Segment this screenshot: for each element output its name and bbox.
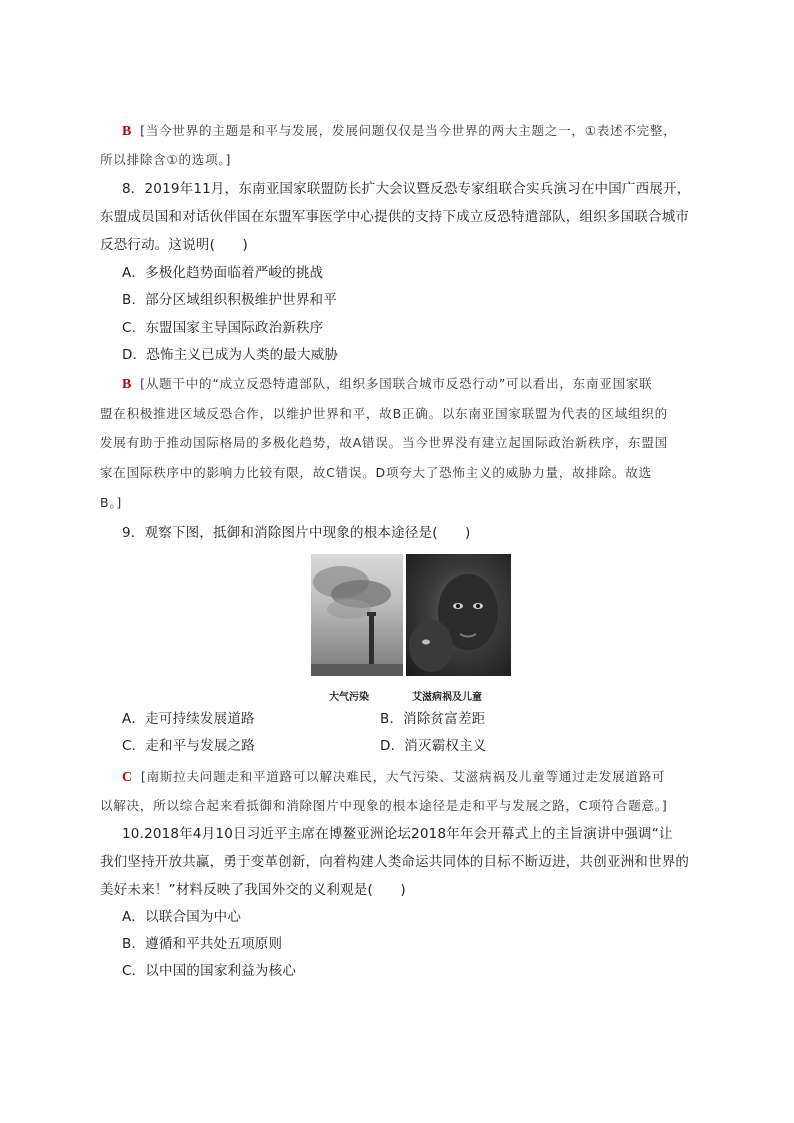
- answer-9-line-1: C [南斯拉夫问题走和平道路可以解决难民，大气污染、艾滋病祸及儿童等通过走发展道路可: [122, 769, 666, 785]
- answer-7-line-2: 所以排除含①的选项。]: [100, 152, 232, 167]
- question-10-line-2: 我们坚持开放共赢，勇于变革创新，向着构建人类命运共同体的目标不断迈进，共创亚洲和世界的: [100, 854, 690, 870]
- caption-aids-children: 艾滋病祸及儿童: [412, 692, 482, 703]
- smokestack-illustration: [311, 554, 403, 676]
- answer-7-line-1: B [当今世界的主题是和平与发展，发展问题仅仅是当今世界的两大主题之一，①表述不完整，: [122, 123, 677, 139]
- question-8-line-2: 东盟成员国和对话伙伴国在东盟军事医学中心提供的支持下成立反恐特遣部队，组织多国联合城市: [100, 209, 690, 225]
- air-pollution-image: [311, 554, 403, 676]
- question-8-option-b: B．部分区域组织积极维护世界和平: [122, 292, 337, 308]
- question-10-line-3: 美好未来！”材料反映了我国外交的义利观是( ): [100, 882, 406, 898]
- question-10-line-1: 10.2018年4月10日习近平主席在博鳌亚洲论坛2018年年会开幕式上的主旨演讲中强调“让: [122, 826, 673, 842]
- answer-8-line-1: B [从题干中的“成立反恐特遣部队，组织多国联合城市反恐行动”可以看出，东南亚国家联: [122, 376, 653, 392]
- question-9-option-b: B．消除贫富差距: [380, 711, 486, 727]
- question-8-line-3: 反恐行动。这说明( ): [100, 237, 248, 253]
- question-9-figure: [311, 554, 511, 676]
- question-9-option-a: A．走可持续发展道路: [122, 711, 255, 727]
- caption-air-pollution: 大气污染: [329, 692, 369, 703]
- answer-7-letter: B: [122, 124, 133, 139]
- answer-8-line-3: 发展有助于推动国际格局的多极化趋势，故A错误。当今世界没有建立起国际政治新秩序，东盟国: [100, 435, 668, 450]
- question-9-line-1: 9．观察下图，抵御和消除图片中现象的根本途径是( ): [122, 525, 471, 541]
- answer-8-line-5: B。]: [100, 495, 123, 510]
- question-10-option-c: C．以中国的国家利益为核心: [122, 963, 297, 979]
- question-8-option-d: D．恐怖主义已成为人类的最大威胁: [122, 347, 339, 363]
- question-8-option-a: A．多极化趋势面临着严峻的挑战: [122, 265, 324, 281]
- question-8-line-1: 8．2019年11月，东南亚国家联盟防长扩大会议暨反恐专家组联合实兵演习在中国广西展开，: [122, 181, 691, 197]
- aids-children-image: [406, 554, 511, 676]
- question-9-option-c: C．走和平与发展之路: [122, 738, 255, 754]
- children-portrait-illustration: [406, 554, 511, 676]
- answer-8-line-2: 盟在积极推进区域反恐合作，以维护世界和平，故B正确。以东南亚国家联盟为代表的区域组织的: [100, 406, 668, 421]
- question-10-option-b: B．遵循和平共处五项原则: [122, 936, 283, 952]
- answer-8-line-4: 家在国际秩序中的影响力比较有限，故C错误。D项夸大了恐怖主义的威胁力量，故排除。故选: [100, 465, 652, 480]
- answer-8-letter: B: [122, 377, 133, 392]
- answer-9-letter: C: [122, 770, 133, 785]
- answer-9-line-2: 以解决，所以综合起来看抵御和消除图片中现象的根本途径是走和平与发展之路，C项符合题意。]: [100, 798, 668, 813]
- question-8-option-c: C．东盟国家主导国际政治新秩序: [122, 320, 324, 336]
- question-10-option-a: A．以联合国为中心: [122, 909, 242, 925]
- question-9-option-d: D．消灭霸权主义: [380, 738, 487, 754]
